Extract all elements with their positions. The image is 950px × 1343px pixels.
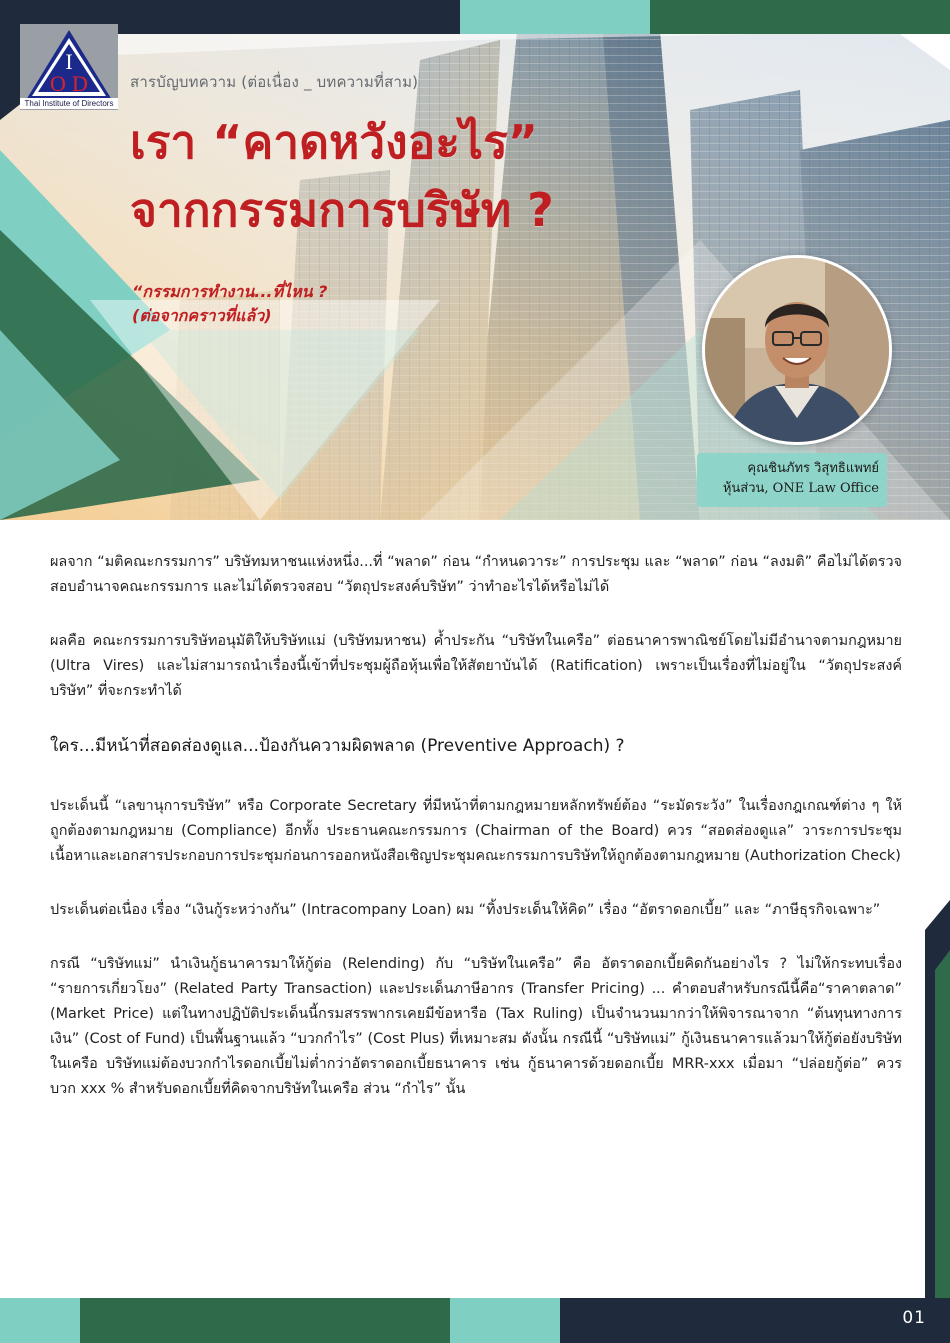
page-number: 01 (902, 1308, 926, 1328)
section-heading: ใคร...มีหน้าที่สอดส่องดูแล...ป้องกันความผิดพลาด (Preventive Approach) ? (50, 736, 625, 756)
author-photo (705, 258, 889, 442)
logo-letter-i: I (65, 49, 73, 74)
title-line-2: จากกรรมการบริษัท ? (130, 183, 554, 237)
article-body (50, 550, 902, 1131)
article-kicker: สารบัญบทความ (ต่อเนื่อง _ บทความที่สาม) (130, 73, 419, 91)
author-caption (697, 453, 887, 507)
subtitle-line-2: (ต่อจากคราวที่แล้ว) (132, 306, 272, 325)
paragraph-1: ผลจาก “มติคณะกรรมการ” บริษัทมหาชนแห่งหนึ่ง...ที่ “พลาด” ก่อน “กำหนดวาระ” การประชุม และ “พลาด” ก่อน “ลงมติ” คือไม่ได้ตรวจสอบอำนาจคณะกรรมการ และไม่ได้ตรวจสอบ “วัตถุประสงค์บริษัท” ว่าทำอะไรได้หรือไม่ได้ (50, 554, 902, 595)
iod-logo (20, 24, 118, 110)
logo-caption: Thai Institute of Directors (20, 98, 118, 109)
hero-banner (0, 0, 950, 520)
logo-letter-d: D (72, 71, 88, 96)
paragraph-3: ประเด็นนี้ “เลขานุการบริษัท” หรือ Corporate Secretary ที่มีหน้าที่ตามกฎหมายหลักทรัพย์ต้อง “ระมัดระวัง” ในเรื่องกฎเกณฑ์ต่าง ๆ ให้ถูกต้องตามกฎหมาย (Compliance) อีกทั้ง ประธานคณะกรรมการ (Chairman of the Board) ควร “สอดส่องดูแล” วาระการประชุมเนื้อหาและเอกสารประกอบการประชุมก่อนการออกหนังสือเชิญประชุมคณะกรรมการบริษัทให้ถูกต้องตามกฎหมาย (Authorization Check) (50, 798, 902, 864)
paragraph-4: ประเด็นต่อเนื่อง เรื่อง “เงินกู้ระหว่างกัน” (Intracompany Loan) ผม “ทิ้งประเด็นให้คิด” เรื่อง “อัตราดอกเบี้ย” และ “ภาษีธุรกิจเฉพาะ” (50, 902, 881, 918)
author-name: คุณชินภัทร วิสุทธิแพทย์ (747, 461, 879, 476)
paragraph-5: กรณี “บริษัทแม่” นำเงินกู้ธนาคารมาให้กู้ต่อ (Relending) กับ “บริษัทในเครือ” คือ อัตราดอกเบี้ยคิดกันอย่างไร ? ไม่ให้กระทบเรื่อง “รายการเกี่ยวโยง” (Related Party Transaction) และประเด็นภาษีอากร (Transfer Pricing) ... คำตอบสำหรับกรณีนี้คือ“ราคาตลาด” (Market Price) แต่ในทางปฏิบัติประเด็นนี้กรมสรรพากรเคยมีข้อหารือ (Tax Ruling) เป็นจำนวนมากว่าให้พิจารณาจาก “ต้นทุนทางการเงิน” (Cost of Fund) เป็นพื้นฐานแล้ว “บวกกำไร” (Cost Plus) ที่เหมาะสม ดังนั้น กรณีนี้ “บริษัทแม่” กู้เงินธนาคารแล้วมาให้กู้ต่อยังบริษัทในเครือ บริษัทแม่ต้องบวกกำไรดอกเบี้ยไม่ต่ำกว่าอัตราดอกเบี้ยธนาคาร เช่น กู้ธนาคารด้วยดอกเบี้ย MRR-xxx เมื่อมา “ปล่อยกู้ต่อ” ควรบวก xxx % สำหรับดอกเบี้ยที่คิดจากบริษัทในเครือ ส่วน “กำไร” นั้น (50, 956, 902, 1097)
title-line-1: เรา “คาดหวังอะไร” (130, 115, 539, 169)
subtitle-line-1: “กรรมการทำงาน...ที่ไหน ? (132, 282, 328, 301)
author-title: หุ้นส่วน, ONE Law Office (722, 481, 879, 496)
paragraph-2: ผลคือ คณะกรรมการบริษัทอนุมัติให้บริษัทแม่ (บริษัทมหาชน) ค้ำประกัน “บริษัทในเครือ” ต่อธนาคารพาณิชย์โดยไม่มีอำนาจตามกฎหมาย (Ultra Vires) และไม่สามารถนำเรื่องนี้เข้าที่ประชุมผู้ถือหุ้นเพื่อให้สัตยาบันได้ (Ratification) เพราะเป็นเรื่องที่ไม่อยู่ใน “วัตถุประสงค์บริษัท” ที่จะกระทำได้ (50, 633, 902, 699)
page-title (130, 108, 554, 244)
logo-letter-o: O (50, 71, 66, 96)
author-portrait (702, 255, 892, 445)
article-subtitle (132, 280, 327, 328)
